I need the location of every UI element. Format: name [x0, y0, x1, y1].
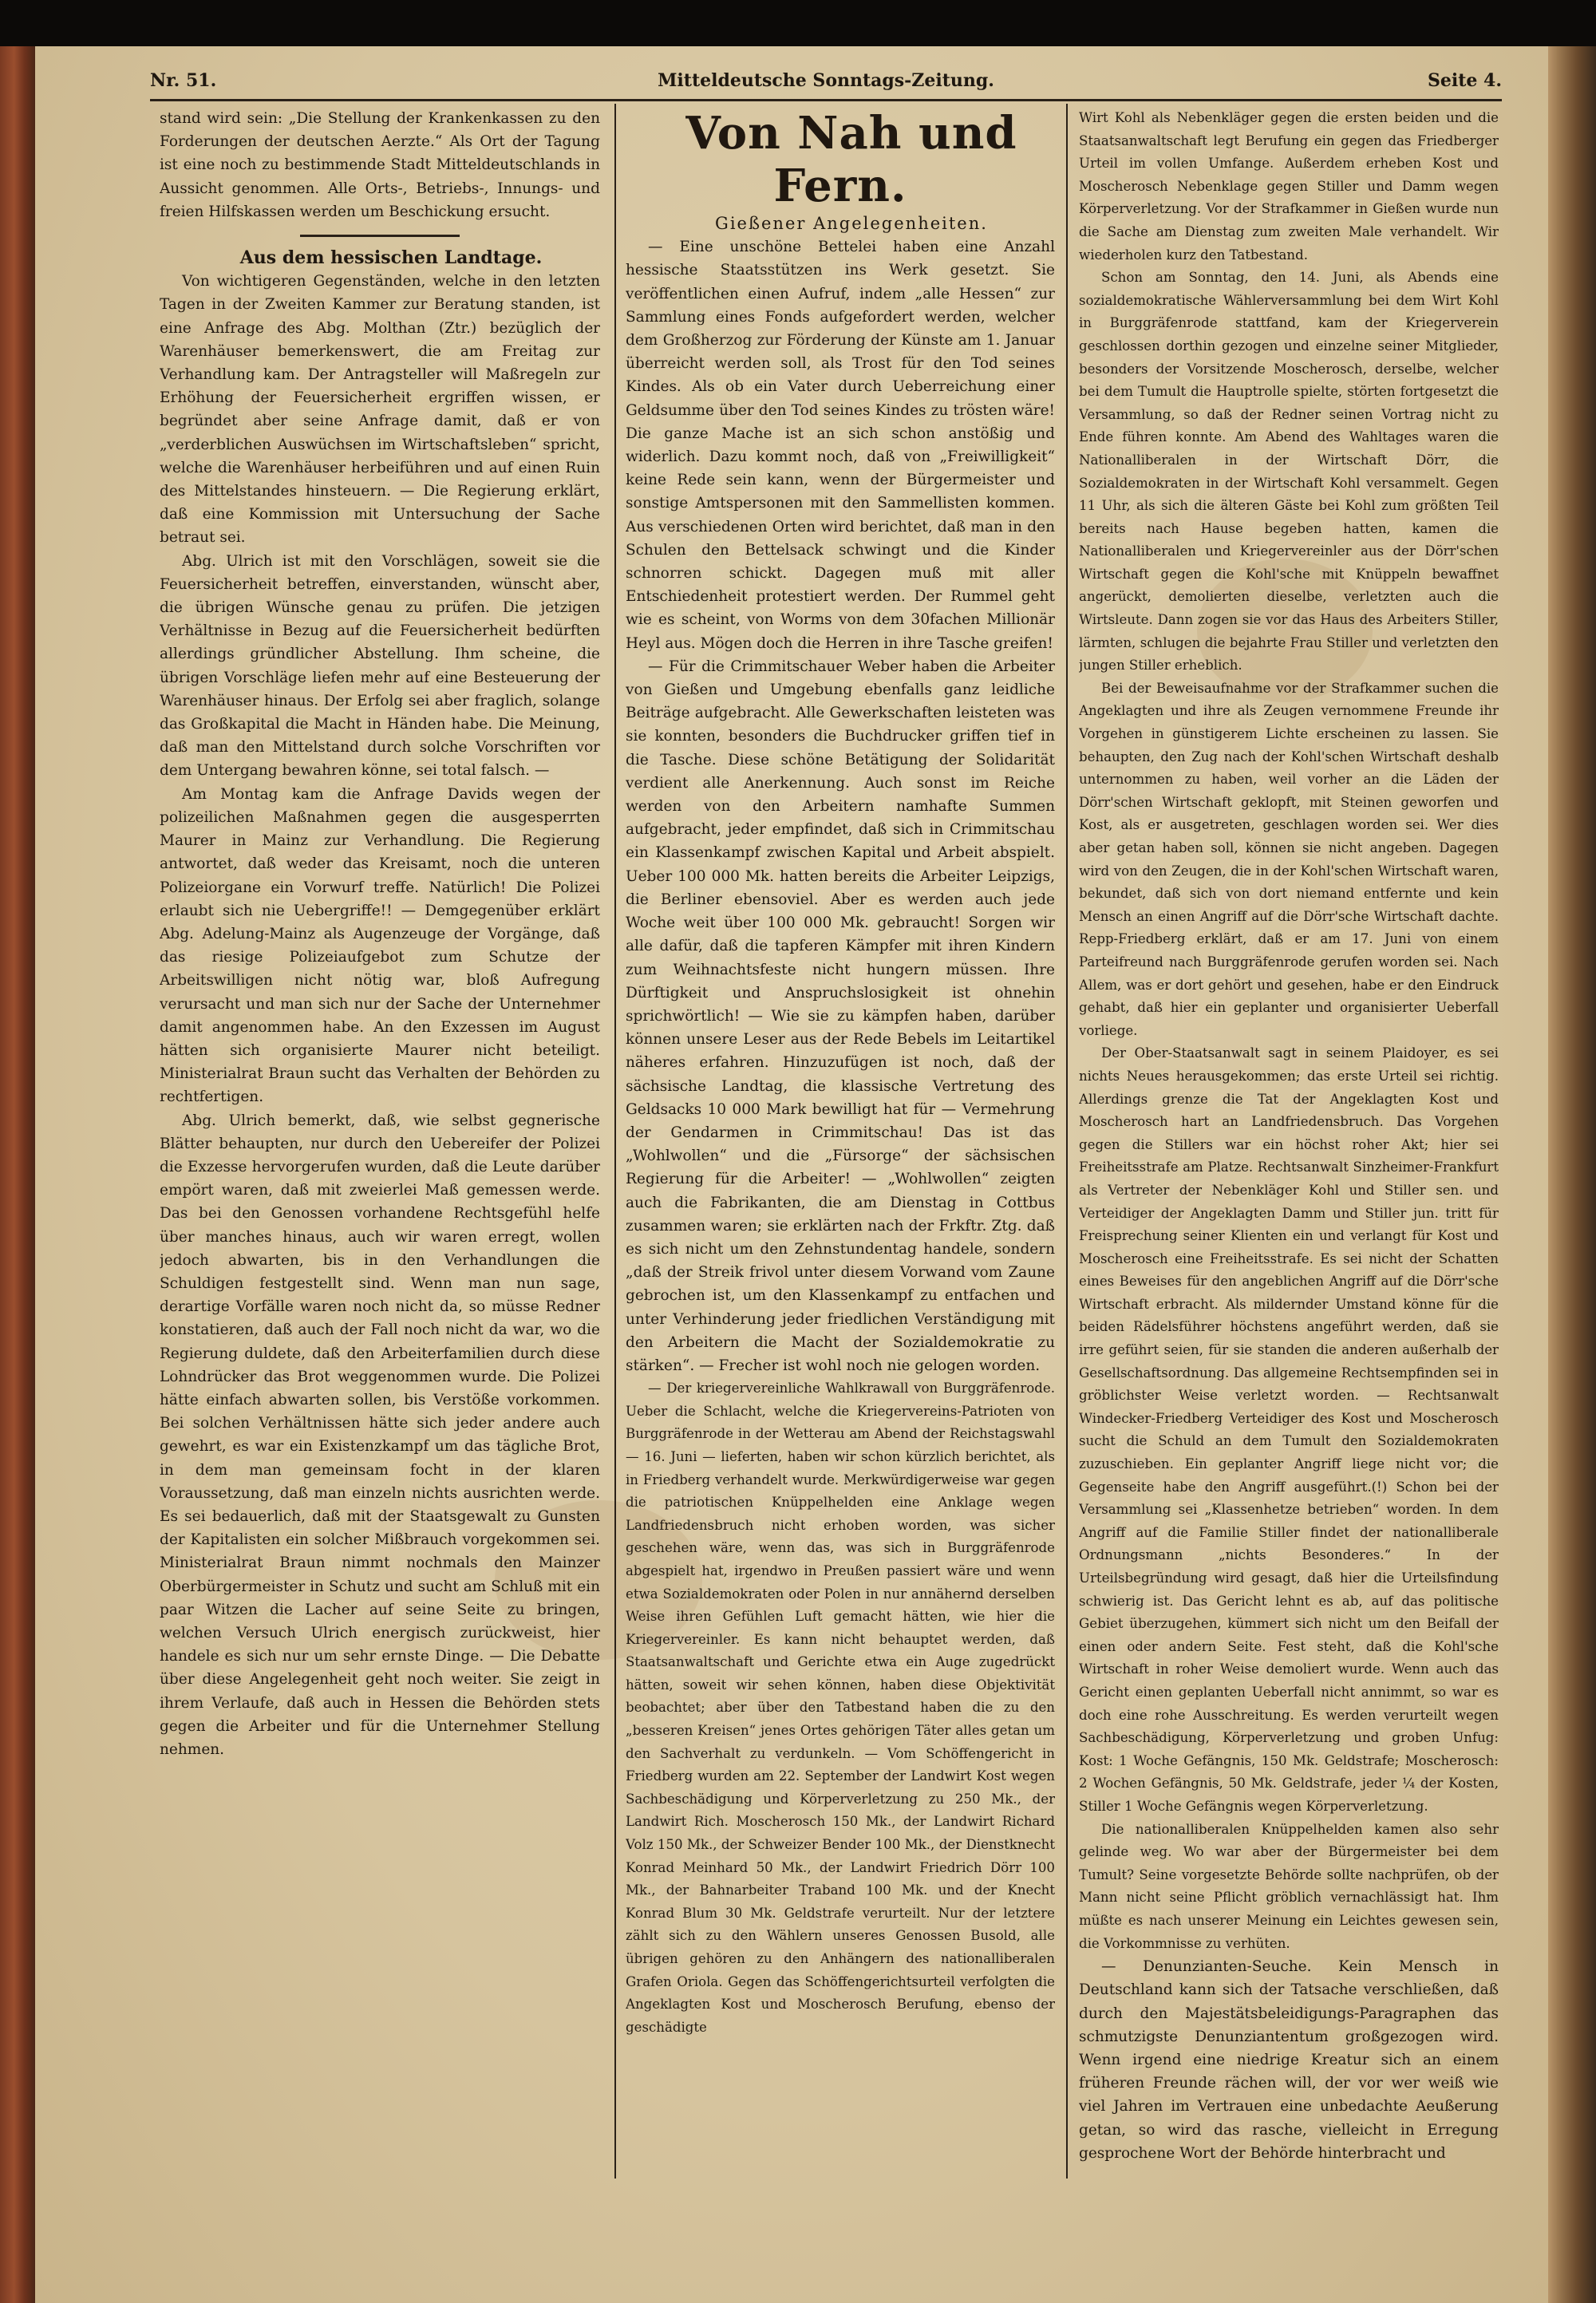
header-rule: [150, 99, 1502, 101]
paragraph: — Eine unschöne Bettelei haben eine Anzahl hessische Staatsstützen ins Werk gesetzt. Sie veröffentlichen einen Aufruf, indem „alle Hessen“ zur Sammlung eines Fonds aufgefordert werden, welcher dem Großherzog zur Förderung der Künste am 1. Januar überreicht werden soll, als Trost für den Tod seines Kindes. Als ob ein Vater durch Ueberreichung einer Geldsumme über den Tod seines Kindes zu trösten wäre! Die ganze Mache ist an sich schon anstößig und widerlich. Dazu kommt noch, daß von „Freiwilligkeit“ keine Rede sein kann, wenn der Bürgermeister und sonstige Amtspersonen mit den Sammellisten kommen. Aus verschiedenen Orten wird berichtet, daß man in den Schulen den Bettelsack schwingt und die Kinder schnorren schickt. Dagegen muß mit aller Entschiedenheit protestiert werden. Der Rummel geht wie es scheint, von Worms von dem 30fachen Millionär Heyl aus. Mögen doch die Herren in ihre Tasche greifen!: [626, 239, 1055, 652]
section-title: Aus dem hessischen Landtage.: [239, 247, 543, 269]
paragraph: Schon am Sonntag, den 14. Juni, als Abends eine sozialdemokratische Wählerversammlung bei dem Wirt Kohl in Burggräfenrode stattfand, kam der Kriegerverein geschlossen dorthin gezogen und einzelne seiner Mitglieder, besonders der Vorsitzende Moscherosch, derselbe, welcher bei dem Tumult die Hauptrolle spielte, störten fortgesetzt die Versammlung, so daß der Redner seinen Vortrag nicht zu Ende führen konnte. Am Abend des Wahltages waren die Nationalliberalen in der Wirtschaft Dörr, die Sozialdemokraten in der Wirtschaft Kohl versammelt. Gegen 11 Uhr, als sich die älteren Gäste bei Kohl zum größten Teil bereits nach Hause begeben hatten, kamen die Nationalliberalen und Kriegervereinler aus der Dörr'schen Wirtschaft gegen die Kohl'sche mit Knüppeln bewaffnet angerückt, demolierten dieselbe, verletzten auch die Wirtsleute. Dann zogen sie vor das Haus des Arbeiters Stiller, lärmten, schlugen die bejahrte Frau Stiller und verletzten den jungen Stiller erheblich.: [1079, 270, 1499, 674]
scanner-top-band: [0, 0, 1596, 46]
paragraph: — Der kriegervereinliche Wahlkrawall von Burggräfenrode. Ueber die Schlacht, welche die Kriegervereins-Patrioten von Burggräfenrode in der Wetterau am Abend der Reichstagswahl — 16. Juni — lieferten, haben wir schon kürzlich berichtet, als in Friedberg verhandelt wurde. Merkwürdigerweise war gegen die patriotischen Knüppelhelden eine Anklage wegen Landfriedensbruch nicht erhoben worden, was sicher geschehen wäre, wenn das, was sich in Burggräfenrode abgespielt hat, irgendwo in Preußen passiert wäre und wenn etwa Sozialdemokraten oder Polen in nur annähernd derselben Weise ihren Gefühlen Luft gemacht hätten, wie hier die Kriegervereinler. Es kann nicht behauptet werden, daß Staatsanwaltschaft und Gerichte etwa ein Auge zugedrückt hätten, soweit wir sehen können, haben diese Objektivität beobachtet; aber über den Tatbestand haben die zu den „besseren Kreisen“ jenes Ortes gehörigen Täter alles getan um den Sachverhalt zu verdunkeln. — Vom Schöffengericht in Friedberg wurden am 22. September der Landwirt Kost wegen Sachbeschädigung und Körperverletzung zu 250 Mk., der Landwirt Rich. Moscherosch 150 Mk., der Landwirt Richard Volz 150 Mk., der Schweizer Bender 100 Mk., der Dienstknecht Konrad Meinhard 50 Mk., der Landwirt Friedrich Dörr 100 Mk., der Bahnarbeiter Traband 100 Mk. und der Knecht Konrad Blum 30 Mk. Geldstrafe verurteilt. Nur der letztere zählt sich zu den Wählern unseres Genossen Busold, alle übrigen gehören zu den Anhängern des nationalliberalen Grafen Oriola. Gegen das Schöffengerichtsurteil verfolgten die Angeklagten Kost und Moscherosch Berufung, ebenso der geschädigte: [626, 1381, 1055, 2035]
paragraph: — Denunzianten-Seuche. Kein Mensch in Deutschland kann sich der Tatsache verschließen, daß durch den Majestätsbeleidigungs-Paragraphen das schmutzigste Denunziantentum großgezogen wird. Wenn irgend eine niedrige Kreatur sich an einem früheren Freunde rächen will, der vor wer weiß wie viel Jahren im Vertrauen eine unbedachte Aeußerung getan, so wird das rasche, vielleicht in Erregung gesprochene Wort der Behörde hinterbracht und: [1079, 1958, 1499, 2162]
section-masthead: Von Nah und Fern.: [685, 107, 1017, 212]
paragraph: Am Montag kam die Anfrage Davids wegen der polizeilichen Maßnahmen gegen die ausgesperrten Maurer in Mainz zur Verhandlung. Die Regierung antwortet, daß weder das Kreisamt, noch die unteren Polizeiorgane ein Vorwurf treffe. Natürlich! Die Polizei erlaubt sich nie Uebergriffe!! — Demgegenüber erklärt Abg. Adelung-Mainz als Augenzeuge der Vorgänge, daß das riesige Polizeiaufgebot zum Schutze der Arbeitswilligen nicht nötig war, bloß Aufregung verursacht und man sich nur der Sache der Unternehmer damit angenommen habe. An den Exzessen im August hätten sich organisierte Maurer nicht beteiligt. Ministerialrat Braun sucht das Verhalten der Behörden zu rechtfertigen.: [160, 785, 600, 1106]
column-divider: [1066, 104, 1068, 2179]
paragraph: Die nationalliberalen Knüppelhelden kamen also sehr gelinde weg. Wo war aber der Bürgermeister bei dem Tumult? Seine vorgesetzte Behörde sollte nachprüfen, ob der Mann nicht seine Pflicht gröblich vernachlässigt hat. Ihm müßte es nach unserer Meinung ein Leichtes gewesen sein, die Vorkommnisse zu verhüten.: [1079, 1821, 1499, 1951]
article-continuation: stand wird sein: „Die Stellung der Krankenkassen zu den Forderungen der deutschen Aerzte.“ Als Ort der Tagung ist eine noch zu bestimmende Stadt Mitteldeutschlands in Aussicht genommen. Alle Orts-, Betriebs-, Innungs- und freien Hilfskassen werden um Beschickung ersucht.: [160, 110, 600, 220]
section-subtitle: Gießener Angelegenheiten.: [715, 214, 988, 233]
column-2: [626, 107, 1055, 2182]
paragraph: Von wichtigeren Gegenständen, welche in den letzten Tagen in der Zweiten Kammer zur Beratung standen, ist eine Anfrage des Abg. Molthan (Ztr.) bezüglich der Warenhäuser bemerkenswert, die am Freitag zur Verhandlung kam. Der Antragsteller will Maßregeln zur Erhöhung der Feuersicherheit ergriffen wissen, er begründet aber seine Anfrage damit, daß er von „verderblichen Auswüchsen im Wirtschaftsleben“ spricht, welche die Warenhäuser herbeiführen und auf einen Ruin des Mittelstandes hinsteuern. — Die Regierung erklärt, daß eine Kommission mit Untersuchung der Sache betraut sei.: [160, 273, 600, 547]
paragraph: Abg. Ulrich bemerkt, daß, wie selbst gegnerische Blätter behaupten, nur durch den Uebereifer der Polizei die Exzesse hervorgerufen wurden, daß die Leute darüber empört waren, daß mit zweierlei Maß gemessen werde. Das bei den Genossen vorhandene Rechtsgefühl helfe über manches hinaus, auch wir waren erregt, wollen jedoch abwarten, bis in den Verhandlungen die Schuldigen festgestellt sind. Wenn man nun sage, derartige Vorfälle waren noch nicht da, so müsse Redner konstatieren, daß auch der Fall noch nicht da war, wo die Regierung duldete, daß den Arbeiterfamilien durch diese Lohndrücker das Brot weggenommen wurde. Die Polizei hätte einfach abwarten sollen, bis Verstöße vorkommen. Bei solchen Verhältnissen hätte sich jeder andere auch gewehrt, es war ein Existenzkampf um das tägliche Brot, in dem man gemeinsam focht in der klaren Voraussetzung, daß man einzeln nichts ausrichten werde. Es sei bedauerlich, daß mit der Staatsgewalt zu Gunsten der Kapitalisten ein solcher Mißbrauch vorgekommen sei. Ministerialrat Braun nimmt nochmals den Mainzer Oberbürgermeister in Schutz und sucht am Schluß mit ein paar Witzen die Lacher auf seine Seite zu bringen, welchen Versuch Ulrich energisch zurückweist, hier handele es sich nur um sehr ernste Dinge. — Die Debatte über diese Angelegenheit geht noch weiter. Sie zeigt in ihrem Verlaufe, daß auch in Hessen die Behörden stets gegen die Arbeiter und für die Unternehmer Stellung nehmen.: [160, 1112, 600, 1759]
section-separator: [300, 235, 460, 237]
issue-number: Nr. 51.: [150, 70, 217, 91]
column-divider: [614, 104, 616, 2179]
column-3: [1079, 107, 1499, 2182]
paragraph: Bei der Beweisaufnahme vor der Strafkammer suchen die Angeklagten und ihre als Zeugen vernommene Freunde ihr Vorgehen in günstigerem Lichte erscheinen zu lassen. Sie behaupten, den Zug nach der Kohl'schen Wirtschaft deshalb unternommen zu haben, weil vorher an die Läden der Dörr'schen Wirtschaft geklopft, mit Steinen geworfen und Kost, als er ausgetreten, geschlagen worden sei. Wer dies aber getan haben soll, können sie nicht angeben. Dagegen wird von den Zeugen, die in der Kohl'schen Wirtschaft waren, bekundet, daß sich von dort niemand entfernte und kein Mensch an einen Angriff auf die Dörr'sche Wirtschaft dachte. Repp-Friedberg erklärt, daß er am 17. Juni von einem Parteifreund nach Burggräfenrode gerufen worden sei. Nach Allem, was er dort gehört und gesehen, habe er den Eindruck gehabt, daß hier ein geplanter und organisierter Ueberfall vorliege.: [1079, 680, 1499, 1038]
book-spine-left: [0, 46, 35, 2303]
paragraph: Abg. Ulrich ist mit den Vorschlägen, soweit sie die Feuersicherheit betreffen, einverstanden, wünscht aber, die übrigen Wünsche genau zu prüfen. Die jetzigen Verhältnisse in Bezug auf die Feuersicherheit bedürften allerdings gründlicher Abstellung. Ihm scheine, die übrigen Vorschläge liefen mehr auf eine Besteuerung der Warenhäuser hinaus. Der Erfolg sei aber fraglich, solange das Großkapital die Macht in Händen habe. Die Meinung, daß man den Mittelstand durch solche Vorschriften vor dem Untergang bewahren könne, sei total falsch. —: [160, 552, 600, 780]
column-1: [160, 107, 600, 2182]
newspaper-title: Mitteldeutsche Sonntags-Zeitung.: [658, 70, 994, 91]
small-print-block: [1079, 107, 1499, 1955]
article-continuation: Wirt Kohl als Nebenkläger gegen die ersten beiden und die Staatsanwaltschaft legt Berufung ein gegen das Friedberger Urteil im vollen Umfange. Außerdem erheben Kost und Moscherosch Nebenklage gegen Stiller und Damm wegen Körperverletzung. Vor der Strafkammer in Gießen wurde nun die Sache am Dienstag zum zweiten Male verhandelt. Wir wiederholen kurz den Tatbestand.: [1079, 110, 1499, 263]
paragraph: — Für die Crimmitschauer Weber haben die Arbeiter von Gießen und Umgebung ebenfalls ganz leidliche Beiträge aufgebracht. Alle Gewerkschaften leisteten was sie konnten, besonders die Buchdrucker griffen tief in die Tasche. Diese schöne Betätigung der Solidarität verdient alle Anerkennung. Auch sonst im Reiche werden von den Arbeitern namhafte Summen aufgebracht, jeder empfindet, daß sich in Crimmitschau ein Klassenkampf zwischen Kapital und Arbeit abspielt. Ueber 100 000 Mk. hatten bereits die Arbeiter Leipzigs, die Berliner ebensoviel. Aber es werden auch jede Woche weit über 100 000 Mk. gebraucht! Sorgen wir alle dafür, daß die tapferen Kämpfer mit ihren Kindern zum Weihnachtsfeste nicht hungern müssen. Ihre Dürftigkeit und Anspruchslosigkeit ist ohnehin sprichwörtlich! — Wie sie zu kämpfen haben, darüber können unsere Leser aus der Rede Bebels im Leitartikel näheres erfahren. Hinzuzufügen ist noch, daß der sächsische Landtag, die klassische Vertretung des Geldsacks 10 000 Mark bewilligt hat für — Vermehrung der Gendarmen in Crimmitschau! Das ist das „Wohlwollen“ und die „Fürsorge“ der sächsischen Regierung für die Arbeiter! — „Wohlwollen“ zeigten auch die Fabrikanten, die am Dienstag in Cottbus zusammen waren; sie erklärten nach der Frkftr. Ztg. daß es sich nicht um den Zehnstundentag handele, sondern „daß der Streik frivol unter diesem Vorwand vom Zaune gebrochen ist, um den Klassenkampf zu entfachen und unter Verhinderung jeder friedlichen Verständigung mit den Arbeitern die Macht der Sozialdemokratie zu stärken“. — Frecher ist wohl noch nie gelogen worden.: [626, 658, 1055, 1374]
running-header: [150, 70, 1502, 102]
paragraph: Der Ober-Staatsanwalt sagt in seinem Plaidoyer, es sei nichts Neues herausgekommen; das erste Urteil sei richtig. Allerdings grenze die Tat der Angeklagten Kost und Moscherosch hart an Landfriedensbruch. Das Vorgehen gegen die Stillers war ein höchst roher Akt; hier sei Freiheitsstrafe am Platze. Rechtsanwalt Sinzheimer-Frankfurt als Vertreter der Nebenkläger Kohl und Stiller sen. und Verteidiger der Angeklagten Damm und Stiller jun. tritt für Freisprechung seiner Klienten ein und verlangt für Kost und Moscherosch eine Freiheitsstrafe. Es sei nicht der Schatten eines Beweises für den angeblichen Angriff auf die Dörr'sche Wirtschaft erbracht. Als mildernder Umstand könne für die beiden Rädelsführer höchstens angeführt werden, daß sie irre geführt seien, für sie standen die anderen außerhalb der Gesellschaftsordnung. Das allgemeine Rechtsempfinden sei in gröblichster Weise verletzt worden. — Rechtsanwalt Windecker-Friedberg Verteidiger des Kost und Moscherosch sucht die Schuld an dem Tumult den Sozialdemokraten zuzuschieben. Ein geplanter Angriff liege nicht vor; die Gegenseite habe den Angriff ausgeführt.(!) Schon bei der Versammlung sei „Klassenhetze betrieben“ worden. In dem Angriff auf die Familie Stiller findet der nationalliberale Ordnungsmann „nichts Besonderes.“ In der Urteilsbegründung wird gesagt, daß hier die Urteilsfindung schwierig ist. Das Gericht lehnt es ab, auf das politische Gebiet überzugehen, kümmert sich nicht um den Beifall der einen oder andern Seite. Fest steht, daß die Kohl'sche Wirtschaft in roher Weise demoliert wurde. Wenn auch das Gericht einen geplanten Ueberfall nicht annimmt, so war es doch eine rohe Ausschreitung. Es werden verurteilt wegen Sachbeschädigung, Körperverletzung und groben Unfug: Kost: 1 Woche Gefängnis, 150 Mk. Geldstrafe; Moscherosch: 2 Wochen Gefängnis, 50 Mk. Geldstrafe, jeder ¼ der Kosten, Stiller 1 Woche Gefängnis wegen Körperverletzung.: [1079, 1045, 1499, 1814]
page-number: Seite 4.: [1427, 70, 1502, 91]
small-print-block: [626, 1377, 1055, 2039]
page-edges-right: [1548, 46, 1596, 2303]
